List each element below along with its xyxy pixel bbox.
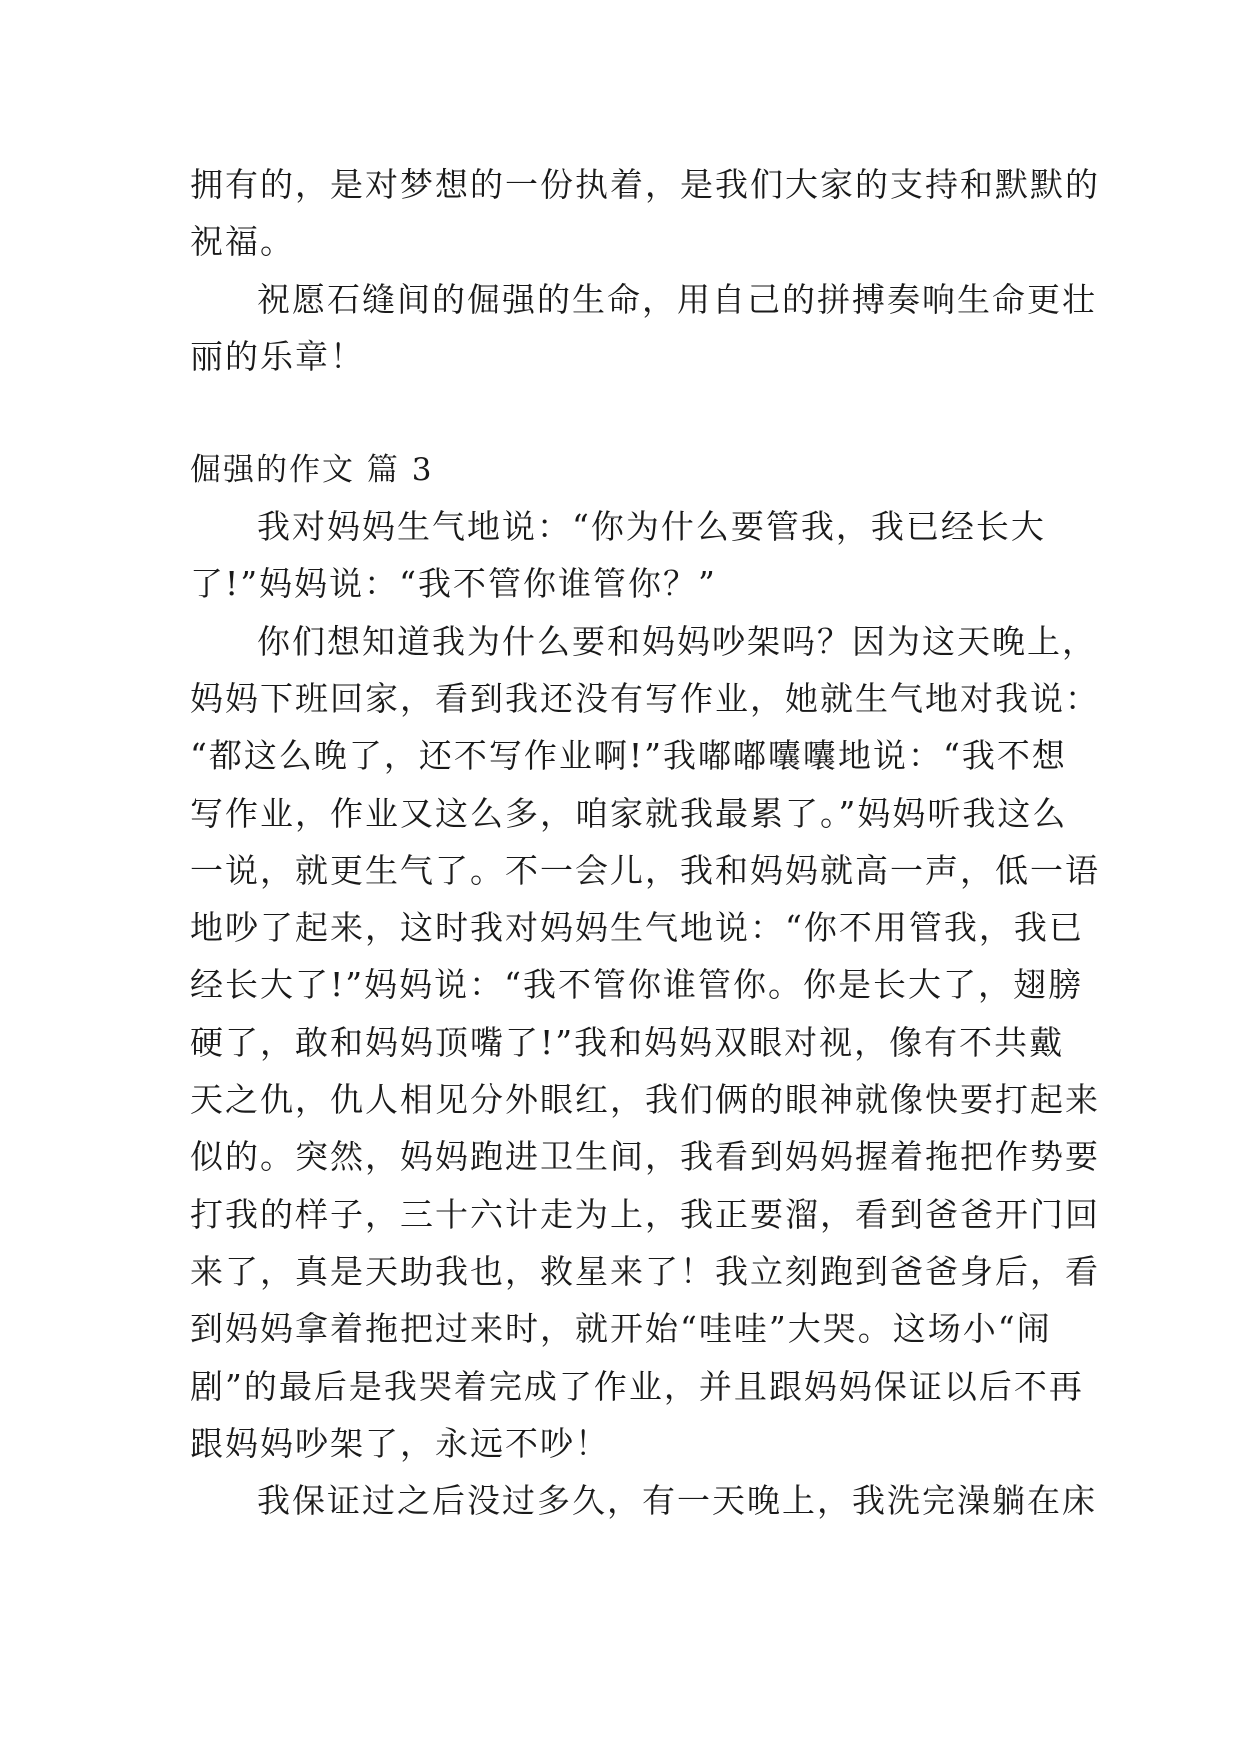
text-line: 我对妈妈生气地说：“你为什么要管我，我已经长大 (257, 507, 1046, 546)
text-line: 写作业，作业又这么多，咱家就我最累了。”妈妈听我这么 (190, 794, 1068, 833)
text-line: 剧”的最后是我哭着完成了作业，并且跟妈妈保证以后不再 (190, 1367, 1084, 1406)
text-line: 你们想知道我为什么要和妈妈吵架吗？因为这天晚上， (257, 622, 1097, 661)
text-line: 跟妈妈吵架了，永远不吵！ (190, 1424, 610, 1463)
text-line: 了!”妈妈说：“我不管你谁管你？” (190, 564, 717, 603)
text-line: 打我的样子，三十六计走为上，我正要溜，看到爸爸开门回 (190, 1195, 1100, 1234)
text-line: 妈妈下班回家，看到我还没有写作业，她就生气地对我说： (190, 679, 1100, 718)
text-line: 经长大了!”妈妈说：“我不管你谁管你。你是长大了，翅膀 (190, 965, 1084, 1004)
text-line: 天之仇，仇人相见分外眼红，我们俩的眼神就像快要打起来 (190, 1080, 1100, 1119)
text-line: 似的。突然，妈妈跑进卫生间，我看到妈妈握着拖把作势要 (190, 1137, 1100, 1176)
text-line: “都这么晚了，还不写作业啊!”我嘟嘟囔囔地说：“我不想 (190, 736, 1067, 775)
text-line: 到妈妈拿着拖把过来时，就开始“哇哇”大哭。这场小“闹 (190, 1309, 1052, 1348)
text-line: 我保证过之后没过多久，有一天晚上，我洗完澡躺在床 (257, 1481, 1097, 1520)
text-line: 地吵了起来，这时我对妈妈生气地说：“你不用管我，我已 (190, 908, 1084, 947)
text-line: 丽的乐章！ (190, 337, 365, 376)
text-line: 祝愿石缝间的倔强的生命，用自己的拼搏奏响生命更壮 (257, 280, 1097, 319)
text-line: 来了，真是天助我也，救星来了！我立刻跑到爸爸身后，看 (190, 1252, 1100, 1291)
text-line: 硬了，敢和妈妈顶嘴了!”我和妈妈双眼对视，像有不共戴 (190, 1023, 1065, 1062)
text-line: 一说，就更生气了。不一会儿，我和妈妈就高一声，低一语 (190, 851, 1100, 890)
text-line: 拥有的，是对梦想的一份执着，是我们大家的支持和默默的 (190, 165, 1100, 204)
section-heading: 倔强的作文 篇 3 (190, 452, 434, 488)
text-line: 祝福。 (190, 222, 295, 261)
